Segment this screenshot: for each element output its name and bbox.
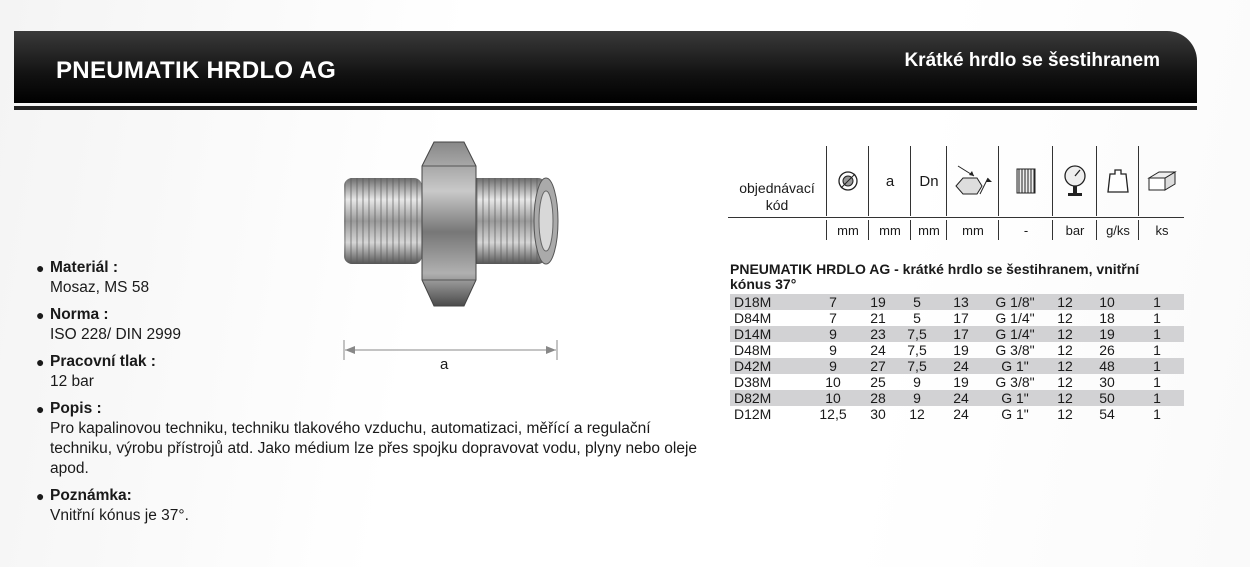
bullet-icon: ●: [36, 401, 45, 417]
table-cell: 19: [953, 342, 969, 358]
order-code-cell: D12M: [734, 406, 772, 422]
table-cell: G 1/4": [984, 326, 1046, 342]
unit-cell: -: [998, 220, 1053, 240]
table-cell: 26: [1099, 342, 1115, 358]
spec-col-pressure: [1052, 146, 1097, 216]
table-row: [730, 326, 1184, 342]
spec-header: [728, 146, 1184, 240]
unit-cell: bar: [1052, 220, 1097, 240]
package-icon: [1145, 168, 1179, 194]
table-cell: 9: [896, 390, 938, 406]
table-cell: G 1": [1001, 406, 1029, 422]
table-cell: 19: [1084, 326, 1130, 342]
unit-cell: mm: [826, 220, 869, 240]
table-cell: 12: [1046, 390, 1084, 406]
table-cell: 1: [1153, 342, 1161, 358]
table-cell: 48: [1084, 358, 1130, 374]
table-row: [730, 294, 1184, 310]
table-body: [730, 294, 1184, 422]
diameter-icon: [837, 170, 859, 192]
table-cell: 23: [860, 326, 896, 342]
table-cell: 12: [909, 406, 925, 422]
table-row: [730, 358, 1184, 374]
bullet-icon: ●: [36, 307, 45, 323]
table-cell: 9: [806, 358, 860, 374]
table-cell: 12: [1057, 342, 1073, 358]
table-cell: 1: [1130, 294, 1184, 310]
table-cell: 10: [806, 390, 860, 406]
table-cell: 50: [1084, 390, 1130, 406]
table-row: [730, 374, 1184, 390]
table-cell: 17: [938, 326, 984, 342]
page-subtitle: Krátké hrdlo se šestihranem: [904, 50, 1160, 71]
table-cell: 12: [1057, 406, 1073, 422]
table-cell: 54: [1099, 406, 1115, 422]
table-cell: 1: [1130, 326, 1184, 342]
table-cell: 7,5: [907, 342, 927, 358]
spec-col-package: [1138, 146, 1185, 216]
table-row: [730, 342, 1184, 358]
unit-cell: mm: [868, 220, 911, 240]
unit-cell: mm: [946, 220, 999, 240]
table-cell: G 1/4": [995, 310, 1035, 326]
spec-header-divider: [728, 217, 1184, 218]
spec-col-diameter: [826, 146, 869, 216]
table-cell: 12: [1046, 326, 1084, 342]
table-title: PNEUMATIK HRDLO AG - krátké hrdlo se šestihranem, vnitřní kónus 37°: [730, 261, 1140, 292]
table-cell: 10: [1084, 294, 1130, 310]
table-cell: 12: [1046, 294, 1084, 310]
table-cell: 10: [825, 374, 841, 390]
table-row: [730, 406, 1184, 422]
spec-col-dn: Dn: [910, 146, 947, 216]
table-cell: 7: [806, 294, 860, 310]
property-label: Pracovní tlak :: [50, 353, 156, 370]
property-value: Vnitřní kónus je 37°.: [50, 507, 189, 524]
table-cell: 21: [870, 310, 886, 326]
order-code-cell: D18M: [730, 294, 806, 310]
spec-col-hex: [946, 146, 999, 216]
table-cell: 24: [938, 390, 984, 406]
pressure-gauge-icon: [1062, 164, 1088, 198]
table-cell: 1: [1153, 374, 1161, 390]
table-row: [730, 390, 1184, 406]
table-cell: 27: [860, 358, 896, 374]
order-code-cell: D38M: [734, 374, 772, 390]
page-title: PNEUMATIK HRDLO AG: [56, 57, 337, 84]
table-cell: 1: [1153, 406, 1161, 422]
table-cell: G 1": [984, 390, 1046, 406]
unit-cell: ks: [1138, 220, 1185, 240]
table-cell: 12,5: [819, 406, 847, 422]
table-cell: 19: [860, 294, 896, 310]
spec-col-thread: [998, 146, 1053, 216]
order-code-cell: D48M: [734, 342, 772, 358]
table-cell: G 1/8": [984, 294, 1046, 310]
property-pressure: [36, 352, 716, 392]
table-cell: 9: [829, 342, 837, 358]
order-code-cell: D84M: [734, 310, 772, 326]
table-cell: 1: [1130, 390, 1184, 406]
table-cell: 28: [860, 390, 896, 406]
property-label: Norma :: [50, 306, 109, 323]
property-note: [36, 486, 716, 526]
table-cell: 19: [953, 374, 969, 390]
table-cell: 1: [1130, 358, 1184, 374]
order-code-cell: D82M: [730, 390, 806, 406]
table-cell: 12: [1057, 310, 1073, 326]
property-value: Mosaz, MS 58: [50, 279, 150, 296]
property-value: Pro kapalinovou techniku, techniku tlakového vzduchu, automatizaci, měřící a regulační techniku, výrobu přístrojů atd. Jako médium lze přes spojku dopravovat vodu, plyny nebo oleje apod.: [50, 420, 698, 477]
table-cell: 5: [896, 294, 938, 310]
table-cell: 7,5: [896, 326, 938, 342]
table-cell: 24: [870, 342, 886, 358]
weight-icon: [1106, 168, 1130, 194]
order-code-cell: D14M: [730, 326, 806, 342]
unit-cell: g/ks: [1096, 220, 1139, 240]
properties-list: [36, 258, 716, 533]
table-cell: 17: [953, 310, 969, 326]
header-underline: [14, 106, 1197, 110]
table-cell: 24: [938, 358, 984, 374]
table-cell: 1: [1153, 310, 1161, 326]
table-cell: 5: [913, 310, 921, 326]
unit-cell: mm: [910, 220, 947, 240]
property-value: ISO 228/ DIN 2999: [50, 326, 181, 343]
table-cell: 25: [870, 374, 886, 390]
table-cell: 30: [1099, 374, 1115, 390]
table-cell: G 1": [984, 358, 1046, 374]
table-row: [730, 310, 1184, 326]
table-cell: 24: [953, 406, 969, 422]
property-label: Popis :: [50, 400, 102, 417]
spec-col-a: a: [868, 146, 911, 216]
bullet-icon: ●: [36, 354, 45, 370]
table-cell: G 3/8": [995, 374, 1035, 390]
property-value: 12 bar: [50, 373, 94, 390]
table-cell: 7: [829, 310, 837, 326]
order-code-cell: D42M: [730, 358, 806, 374]
order-code-label: objednávací kód: [739, 180, 815, 213]
property-label: Poznámka:: [50, 487, 132, 504]
product-table: [730, 294, 1184, 422]
bullet-icon: ●: [36, 488, 45, 504]
dimension-label: a: [440, 356, 449, 373]
thread-icon: [1015, 167, 1037, 195]
bullet-icon: ●: [36, 260, 45, 276]
property-description: [36, 399, 716, 479]
hexagon-wrench-icon: [950, 158, 996, 204]
table-cell: 12: [1046, 358, 1084, 374]
table-cell: G 3/8": [995, 342, 1035, 358]
table-cell: 12: [1057, 374, 1073, 390]
table-cell: 9: [806, 326, 860, 342]
table-cell: 7,5: [896, 358, 938, 374]
table-cell: 13: [938, 294, 984, 310]
table-cell: 30: [870, 406, 886, 422]
table-cell: 9: [913, 374, 921, 390]
property-material: [36, 258, 716, 298]
property-norm: [36, 305, 716, 345]
spec-col-weight: [1096, 146, 1139, 216]
table-cell: 18: [1099, 310, 1115, 326]
property-label: Materiál :: [50, 259, 119, 276]
